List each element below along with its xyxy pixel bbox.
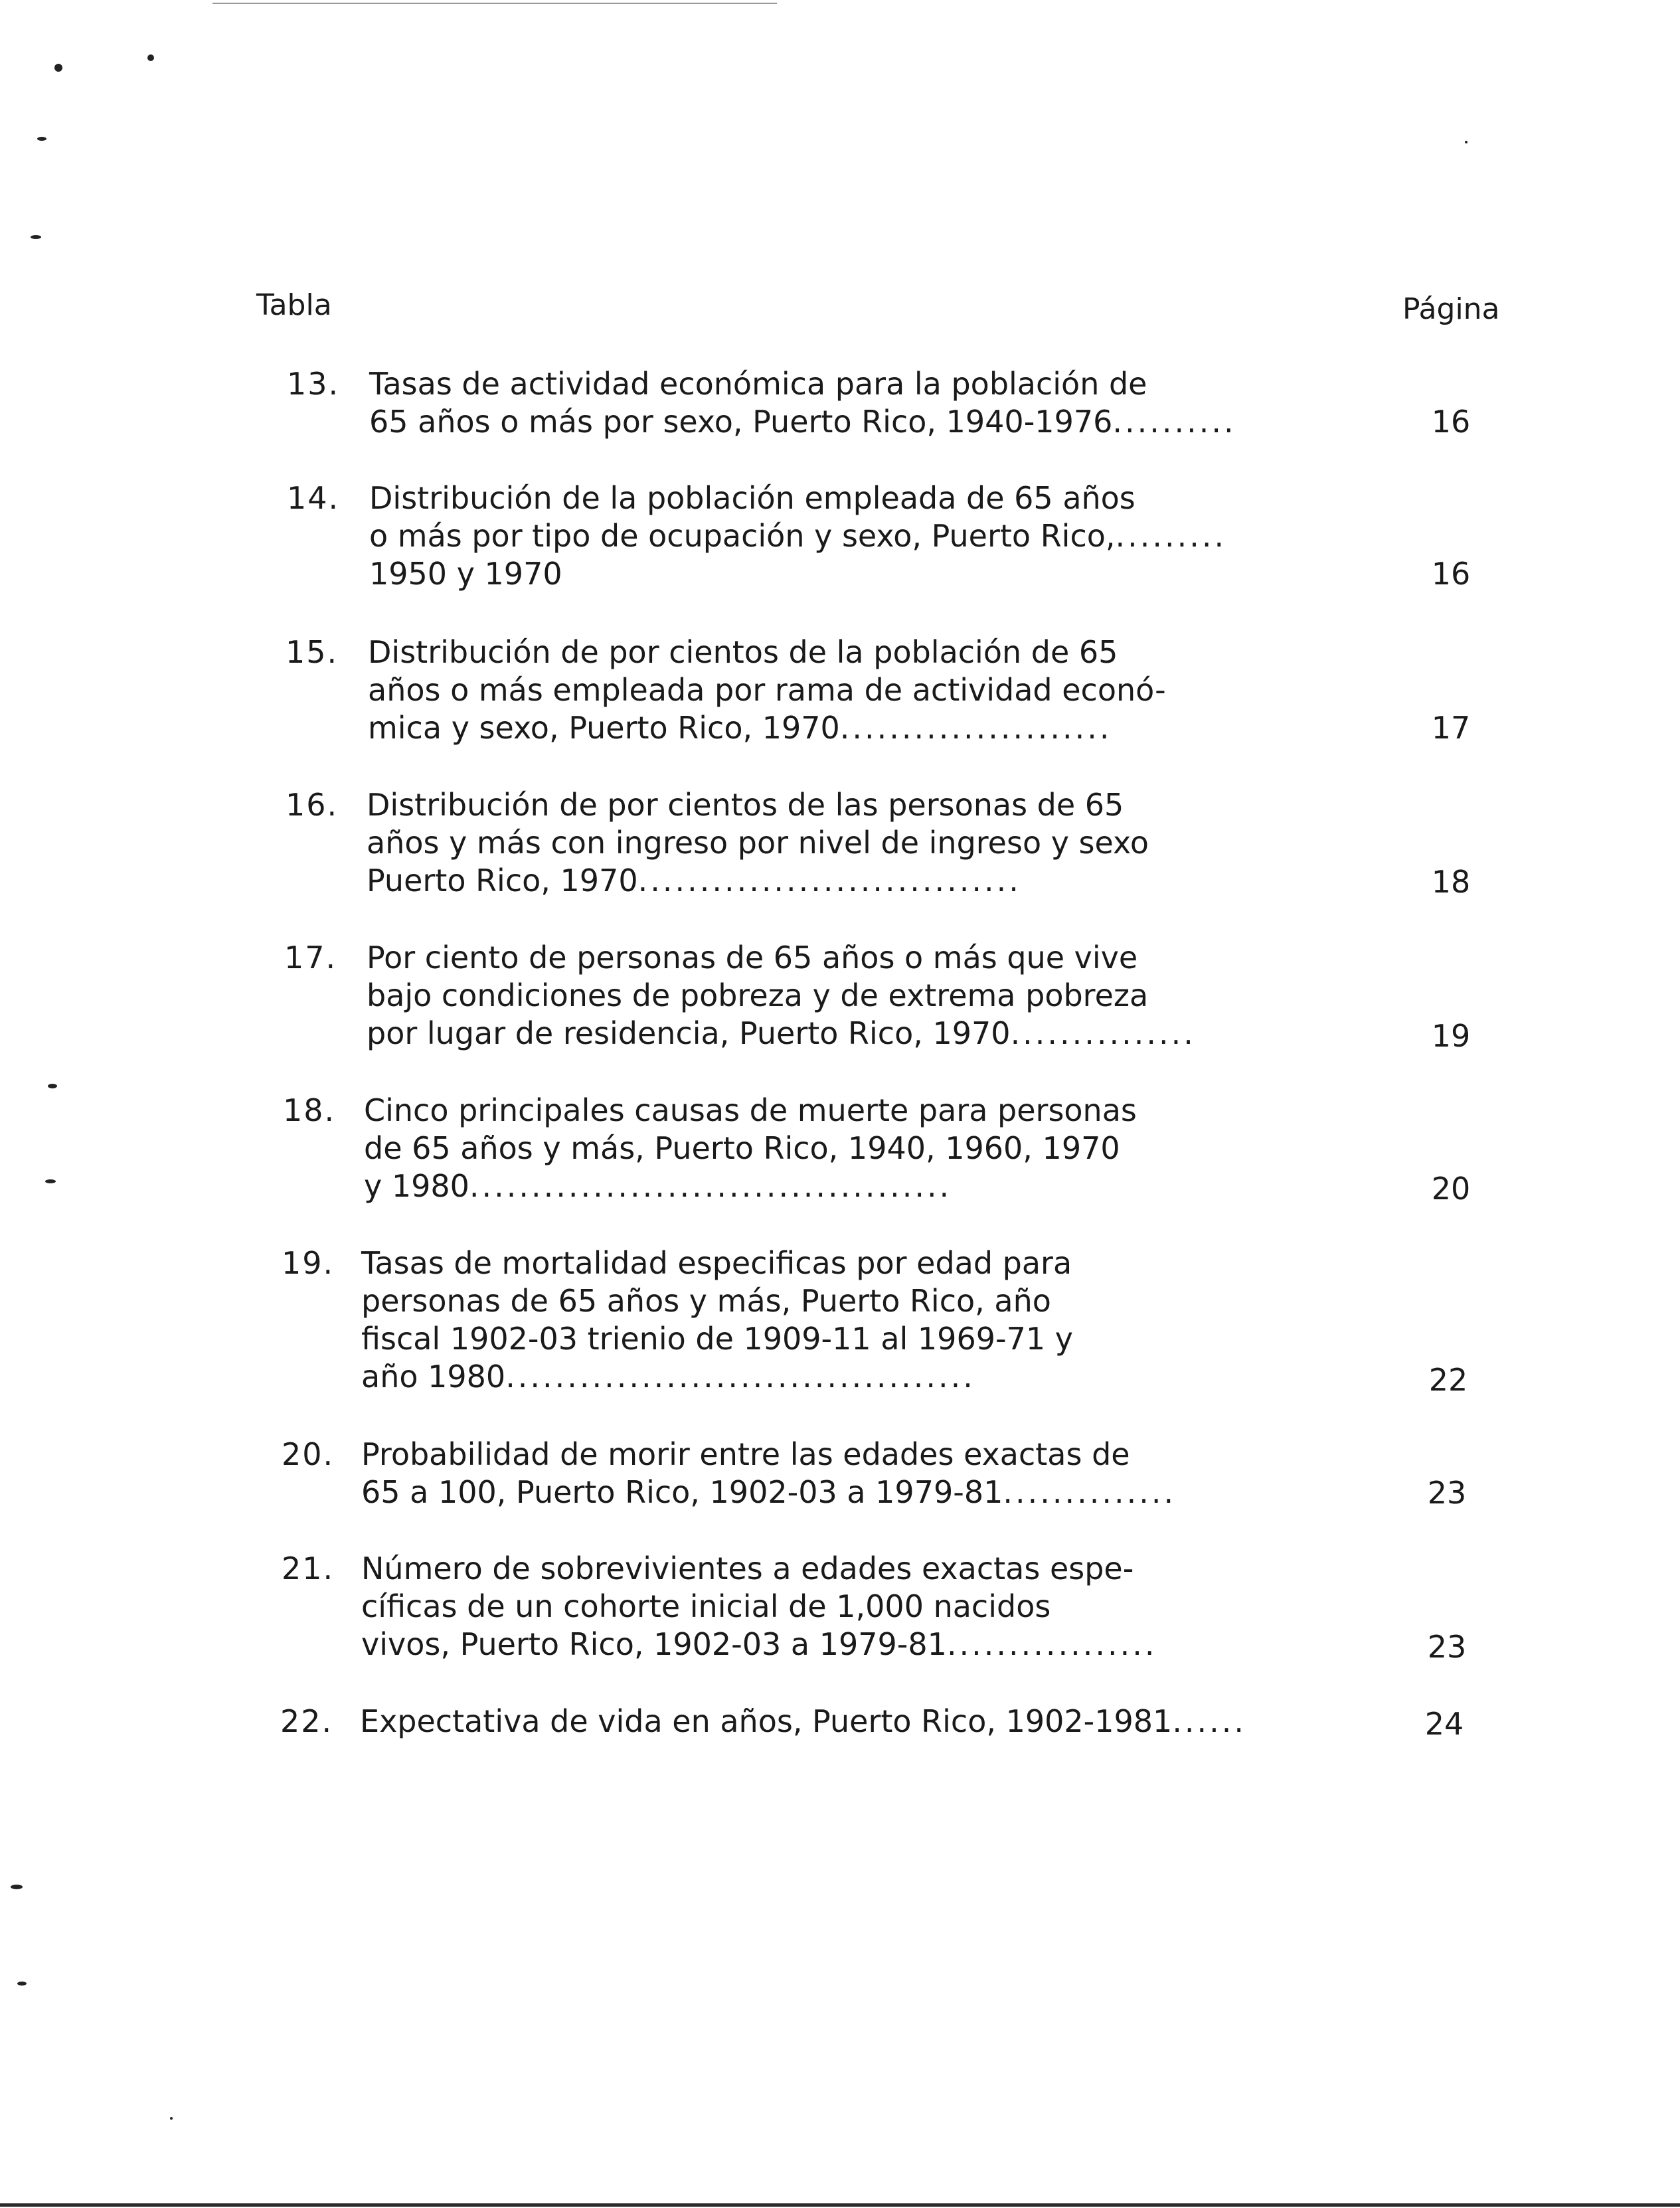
entry-number: 19. (282, 1245, 335, 1281)
entry-page-number: 19 (1431, 1018, 1471, 1054)
entry-line: mica y sexo, Puerto Rico, 1970 (368, 710, 840, 746)
leader-dots: .............. (1003, 1474, 1177, 1510)
entry-line: 1950 y 1970 (369, 556, 562, 592)
scan-speck (170, 2117, 173, 2120)
entry-title (364, 1092, 1360, 1205)
entry-title (367, 939, 1363, 1053)
entry-line: personas de 65 años y más, Puerto Rico, año (361, 1283, 1051, 1319)
scan-bottom-rule (0, 2203, 1680, 2207)
leader-dots: ............................... (637, 863, 1021, 898)
entry-line: Distribución de por cientos de la población de 65 (368, 634, 1118, 670)
scan-speck (37, 137, 46, 141)
entry-line: o más por tipo de ocupación y sexo, Puerto Rico, (369, 518, 1116, 554)
leader-dots: ............... (1010, 1015, 1196, 1051)
entry-page-number: 17 (1431, 710, 1471, 746)
entry-number: 14. (287, 480, 340, 516)
entry-line: años y más con ingreso por nivel de ingreso y sexo (367, 825, 1149, 861)
entry-line: Cinco principales causas de muerte para personas (364, 1092, 1137, 1128)
entry-line: cíficas de un cohorte inicial de 1,000 nacidos (361, 1588, 1051, 1624)
entry-page-number: 22 (1428, 1362, 1468, 1398)
entry-line: Número de sobrevivientes a edades exactas espe- (361, 1551, 1134, 1586)
entry-line: Por ciento de personas de 65 años o más que vive (367, 940, 1138, 976)
entry-line: y 1980 (364, 1168, 469, 1204)
entry-line: de 65 años y más, Puerto Rico, 1940, 1960, 1970 (364, 1130, 1120, 1166)
scan-speck (147, 54, 154, 61)
entry-line: Distribución de la población empleada de 65 años (369, 480, 1135, 516)
entry-page-number: 16 (1431, 404, 1471, 440)
entry-page-number: 24 (1424, 1706, 1464, 1742)
entry-title (361, 1436, 1357, 1511)
entry-line: 65 a 100, Puerto Rico, 1902-03 a 1979-81 (361, 1474, 1003, 1510)
entry-page-number: 18 (1431, 864, 1471, 900)
entry-title (367, 786, 1363, 900)
entry-line: bajo condiciones de pobreza y de extrema pobreza (367, 977, 1149, 1013)
leader-dots: ...................................... (505, 1359, 975, 1395)
entry-line: vivos, Puerto Rico, 1902-03 a 1979-81 (361, 1626, 947, 1662)
entry-page-number: 23 (1427, 1629, 1467, 1665)
entry-line: Distribución de por cientos de las personas de 65 (367, 787, 1124, 823)
scan-speck (11, 1885, 23, 1889)
entry-title (361, 1550, 1357, 1663)
leader-dots: ...... (1172, 1703, 1247, 1739)
entry-title (360, 1703, 1356, 1741)
entry-line: fiscal 1902-03 trienio de 1909-11 al 1969-71 y (361, 1321, 1073, 1357)
scan-speck (1465, 141, 1468, 143)
entry-title (369, 365, 1365, 441)
entry-number: 21. (282, 1551, 335, 1586)
tabla-column-header: Tabla (256, 288, 332, 322)
entry-number: 22. (280, 1703, 333, 1739)
entry-title (368, 634, 1364, 747)
scan-speck (54, 64, 62, 72)
entry-page-number: 16 (1431, 556, 1471, 592)
entry-number: 15. (286, 634, 339, 670)
entry-line: 65 años o más por sexo, Puerto Rico, 1940-1976 (369, 404, 1113, 440)
entry-line: Tasas de actividad económica para la población de (369, 366, 1147, 402)
entry-number: 13. (287, 366, 340, 402)
entry-line: año 1980 (361, 1359, 506, 1395)
entry-line: Expectativa de vida en años, Puerto Rico, 1902-1981 (360, 1703, 1173, 1739)
leader-dots: .......... (1112, 404, 1236, 440)
entry-page-number: 23 (1427, 1475, 1467, 1511)
scan-speck (45, 1179, 56, 1183)
entry-number: 16. (286, 787, 339, 823)
entry-line: Probabilidad de morir entre las edades exactas de (361, 1436, 1130, 1472)
entry-title (369, 479, 1365, 593)
entry-line: años o más empleada por rama de actividad econó- (368, 672, 1166, 708)
scan-speck (17, 1982, 27, 1986)
pagina-column-header: Página (1402, 292, 1500, 326)
leader-dots: ...................... (839, 710, 1112, 746)
entry-line: Tasas de mortalidad especificas por edad para (361, 1245, 1072, 1281)
entry-page-number: 20 (1431, 1171, 1471, 1207)
scan-top-rule (212, 3, 777, 4)
leader-dots: ................. (946, 1626, 1157, 1662)
scan-speck (31, 235, 41, 239)
entry-number: 20. (282, 1436, 335, 1472)
entry-number: 17. (284, 940, 337, 976)
entry-line: Puerto Rico, 1970 (367, 863, 638, 898)
scan-speck (48, 1084, 57, 1088)
entry-title (361, 1244, 1357, 1396)
entry-number: 18. (283, 1092, 336, 1128)
leader-dots: ....................................... (469, 1168, 952, 1204)
entry-line: por lugar de residencia, Puerto Rico, 1970 (367, 1015, 1011, 1051)
leader-dots: ......... (1115, 518, 1227, 554)
